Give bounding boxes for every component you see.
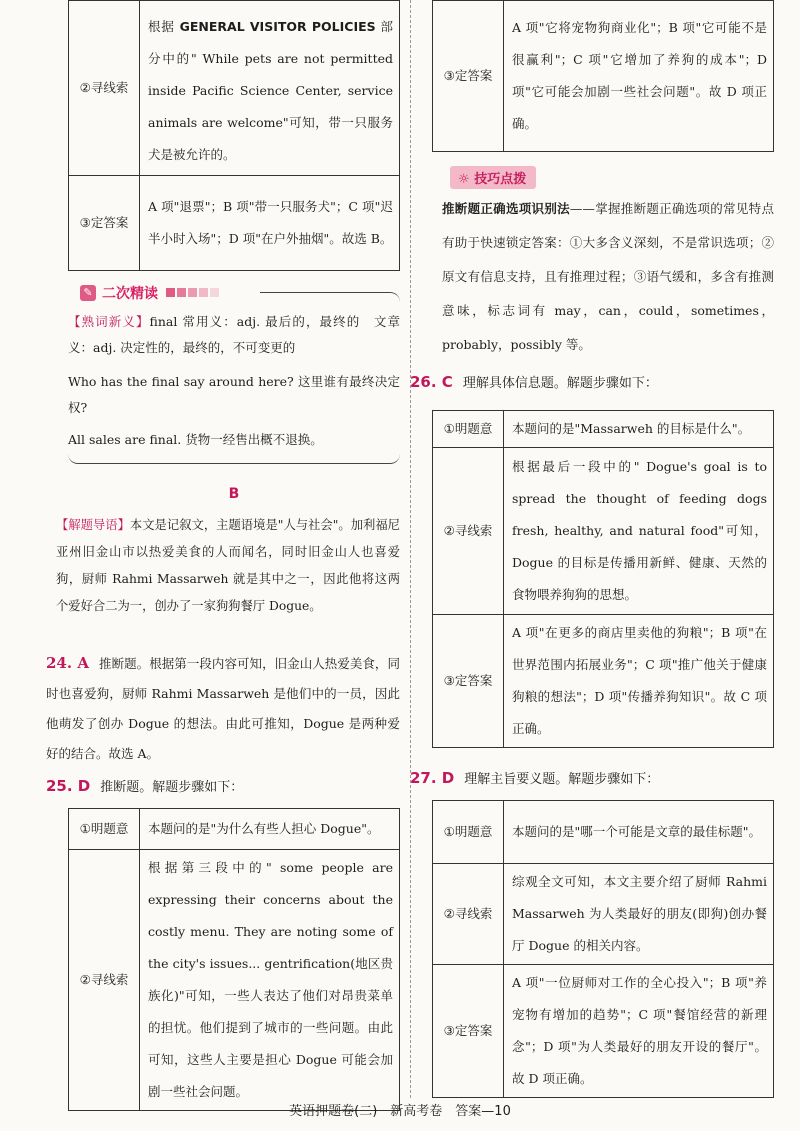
- page-footer: 英语押题卷(二) 新高考卷 答案—10: [289, 1104, 511, 1119]
- reread-box: [68, 286, 400, 464]
- question-27-number: 27. D: [410, 769, 455, 787]
- table-row: [69, 850, 400, 1111]
- reread-text: final 常用义：adj. 最后的，最终的 文章义：adj. 决定性的，最终的，不可变更的: [68, 314, 400, 355]
- lightbulb-icon: ☼: [458, 172, 475, 187]
- answer-table-27: [432, 800, 774, 1098]
- step-label: ①明题意: [69, 809, 140, 850]
- tip-paragraph: [442, 192, 774, 362]
- step-label: ③定答案: [69, 176, 140, 271]
- step-text: 本题问的是"Massarweh 的目标是什么"。: [504, 411, 774, 448]
- step-text-post: 部分中的" While pets are not permitted inside Pacific Science Center, service animals are welcome"可知，带一只服务犬是被允许的。: [148, 19, 393, 162]
- table-row: [433, 801, 774, 864]
- table-row: [69, 1, 400, 176]
- question-24-text: 推断题。根据第一段内容可知，旧金山人热爱美食，同时也喜爱狗，厨师 Rahmi Massarweh 是他们中的一员，因此他萌发了创办 Dogue 的想法。由此可推知，Dogue 是两种爱好的结合。故选 A。: [46, 656, 400, 761]
- table-row: [433, 615, 774, 748]
- question-27-head-text: 理解主旨要义题。解题步骤如下：: [464, 772, 660, 787]
- question-25-head-text: 推断题。解题步骤如下：: [100, 780, 244, 795]
- guide-tag: 【解题导语】: [56, 518, 130, 532]
- step-text: A 项"它将宠物狗商业化"；B 项"它可能不是很赢利"；C 项"它增加了养狗的成本"；D 项"它可能会加剧一些社会问题"。故 D 项正确。: [504, 1, 774, 152]
- guide-paragraph: [56, 512, 400, 620]
- question-25-head: [46, 776, 243, 795]
- step-text: 本题问的是"哪一个可能是文章的最佳标题"。: [504, 801, 774, 864]
- question-24: [46, 648, 400, 769]
- step-label: ②寻线索: [69, 1, 140, 176]
- table-row: [433, 411, 774, 448]
- tip-badge-label: 技巧点拨: [474, 172, 527, 187]
- question-26-head-text: 理解具体信息题。解题步骤如下：: [462, 376, 658, 391]
- step-label: ②寻线索: [69, 850, 140, 1111]
- question-26-head: [410, 372, 658, 391]
- step-label: ③定答案: [433, 615, 504, 748]
- left-column: [46, 0, 400, 1099]
- answer-table-26: [432, 410, 774, 748]
- step-text: 根据第三段中的" some people are expressing their concerns about the costly menu. They are noting some of the city's issues... gentrification(地区贵族化)"可知，一些人表达了他们对昂贵菜单的担忧。他们提到了城市的一些问题。由此可知，这些人主要是担心 Dogue 可能会加剧一些社会问题。: [140, 850, 400, 1111]
- table-row: [69, 176, 400, 271]
- reread-tag: 【熟词新义】: [68, 314, 150, 329]
- table-row: [433, 1, 774, 152]
- answer-table-25-cont: [432, 0, 774, 152]
- book-icon: ✎: [80, 285, 96, 301]
- answer-table-23: [68, 0, 400, 271]
- step-label: ①明题意: [433, 801, 504, 864]
- question-27-head: [410, 768, 659, 787]
- reread-header: [68, 283, 260, 303]
- tip-text: ——掌握推断题正确选项的常见特点有助于快速锁定答案：①大多含义深刻，不是常识选项；②原文有信息支持，且有推理过程；③语气缓和，多含有推测意味，标志词有 may，can，could，sometimes，probably，possibly 等。: [442, 201, 774, 352]
- reread-line1: [68, 309, 400, 361]
- column-divider: [410, 0, 411, 1098]
- reread-example-2: All sales are final. 货物一经售出概不退换。: [68, 432, 323, 447]
- reread-title: 二次精读: [102, 286, 158, 302]
- reread-example-1: Who has the final say around here? 这里谁有最终决定权?: [68, 374, 400, 415]
- step-text: A 项"在更多的商店里卖他的狗粮"；B 项"在世界范围内拓展业务"；C 项"推广他关于健康狗粮的想法"；D 项"传播养狗知识"。故 C 项正确。: [504, 615, 774, 748]
- step-text: 综观全文可知，本文主要介绍了厨师 Rahmi Massarweh 为人类最好的朋友(即狗)创办餐厅 Dogue 的相关内容。: [504, 864, 774, 965]
- question-26-number: 26. C: [410, 373, 453, 391]
- question-25-number: 25. D: [46, 777, 91, 795]
- table-row: [433, 965, 774, 1098]
- step-text: 本题问的是"为什么有些人担心 Dogue"。: [140, 809, 400, 850]
- step-label: ②寻线索: [433, 448, 504, 615]
- step-text: A 项"一位厨师对工作的全心投入"；B 项"养宠物有增加的趋势"；C 项"餐馆经营的新理念"；D 项"为人类最好的朋友开设的餐厅"。故 D 项正确。: [504, 965, 774, 1098]
- step-label: ②寻线索: [433, 864, 504, 965]
- step-text: A 项"退票"；B 项"带一只服务犬"；C 项"迟半小时入场"；D 项"在户外抽烟"。故选 B。: [140, 176, 400, 271]
- step-label: ③定答案: [433, 1, 504, 152]
- table-row: [69, 809, 400, 850]
- step-text-bold: GENERAL VISITOR POLICIES: [179, 19, 376, 34]
- step-label: ①明题意: [433, 411, 504, 448]
- tip-title: 推断题正确选项识别法: [442, 201, 570, 216]
- decor-squares: [164, 285, 219, 301]
- table-row: [433, 448, 774, 615]
- tip-badge: [450, 166, 536, 189]
- table-row: [433, 864, 774, 965]
- passage-letter: B: [228, 486, 240, 502]
- guide-text: 本文是记叙文，主题语境是"人与社会"。加利福尼亚州旧金山市以热爱美食的人而闻名，同时旧金山人也喜爱狗，厨师 Rahmi Massarweh 就是其中之一，因此他将这两个爱好合二为一，创办了一家狗狗餐厅 Dogue。: [56, 518, 400, 613]
- step-label: ③定答案: [433, 965, 504, 1098]
- step-text: 根据最后一段中的" Dogue's goal is to spread the thought of feeding dogs fresh, healthy, and natural food"可知，Dogue 的目标是传播用新鲜、健康、天然的食物喂养狗狗的思想。: [504, 448, 774, 615]
- step-text: [140, 1, 400, 176]
- step-text-pre: 根据: [148, 19, 180, 34]
- question-24-number: 24. A: [46, 654, 89, 672]
- answer-table-25: [68, 808, 400, 1111]
- right-column: [410, 0, 774, 1086]
